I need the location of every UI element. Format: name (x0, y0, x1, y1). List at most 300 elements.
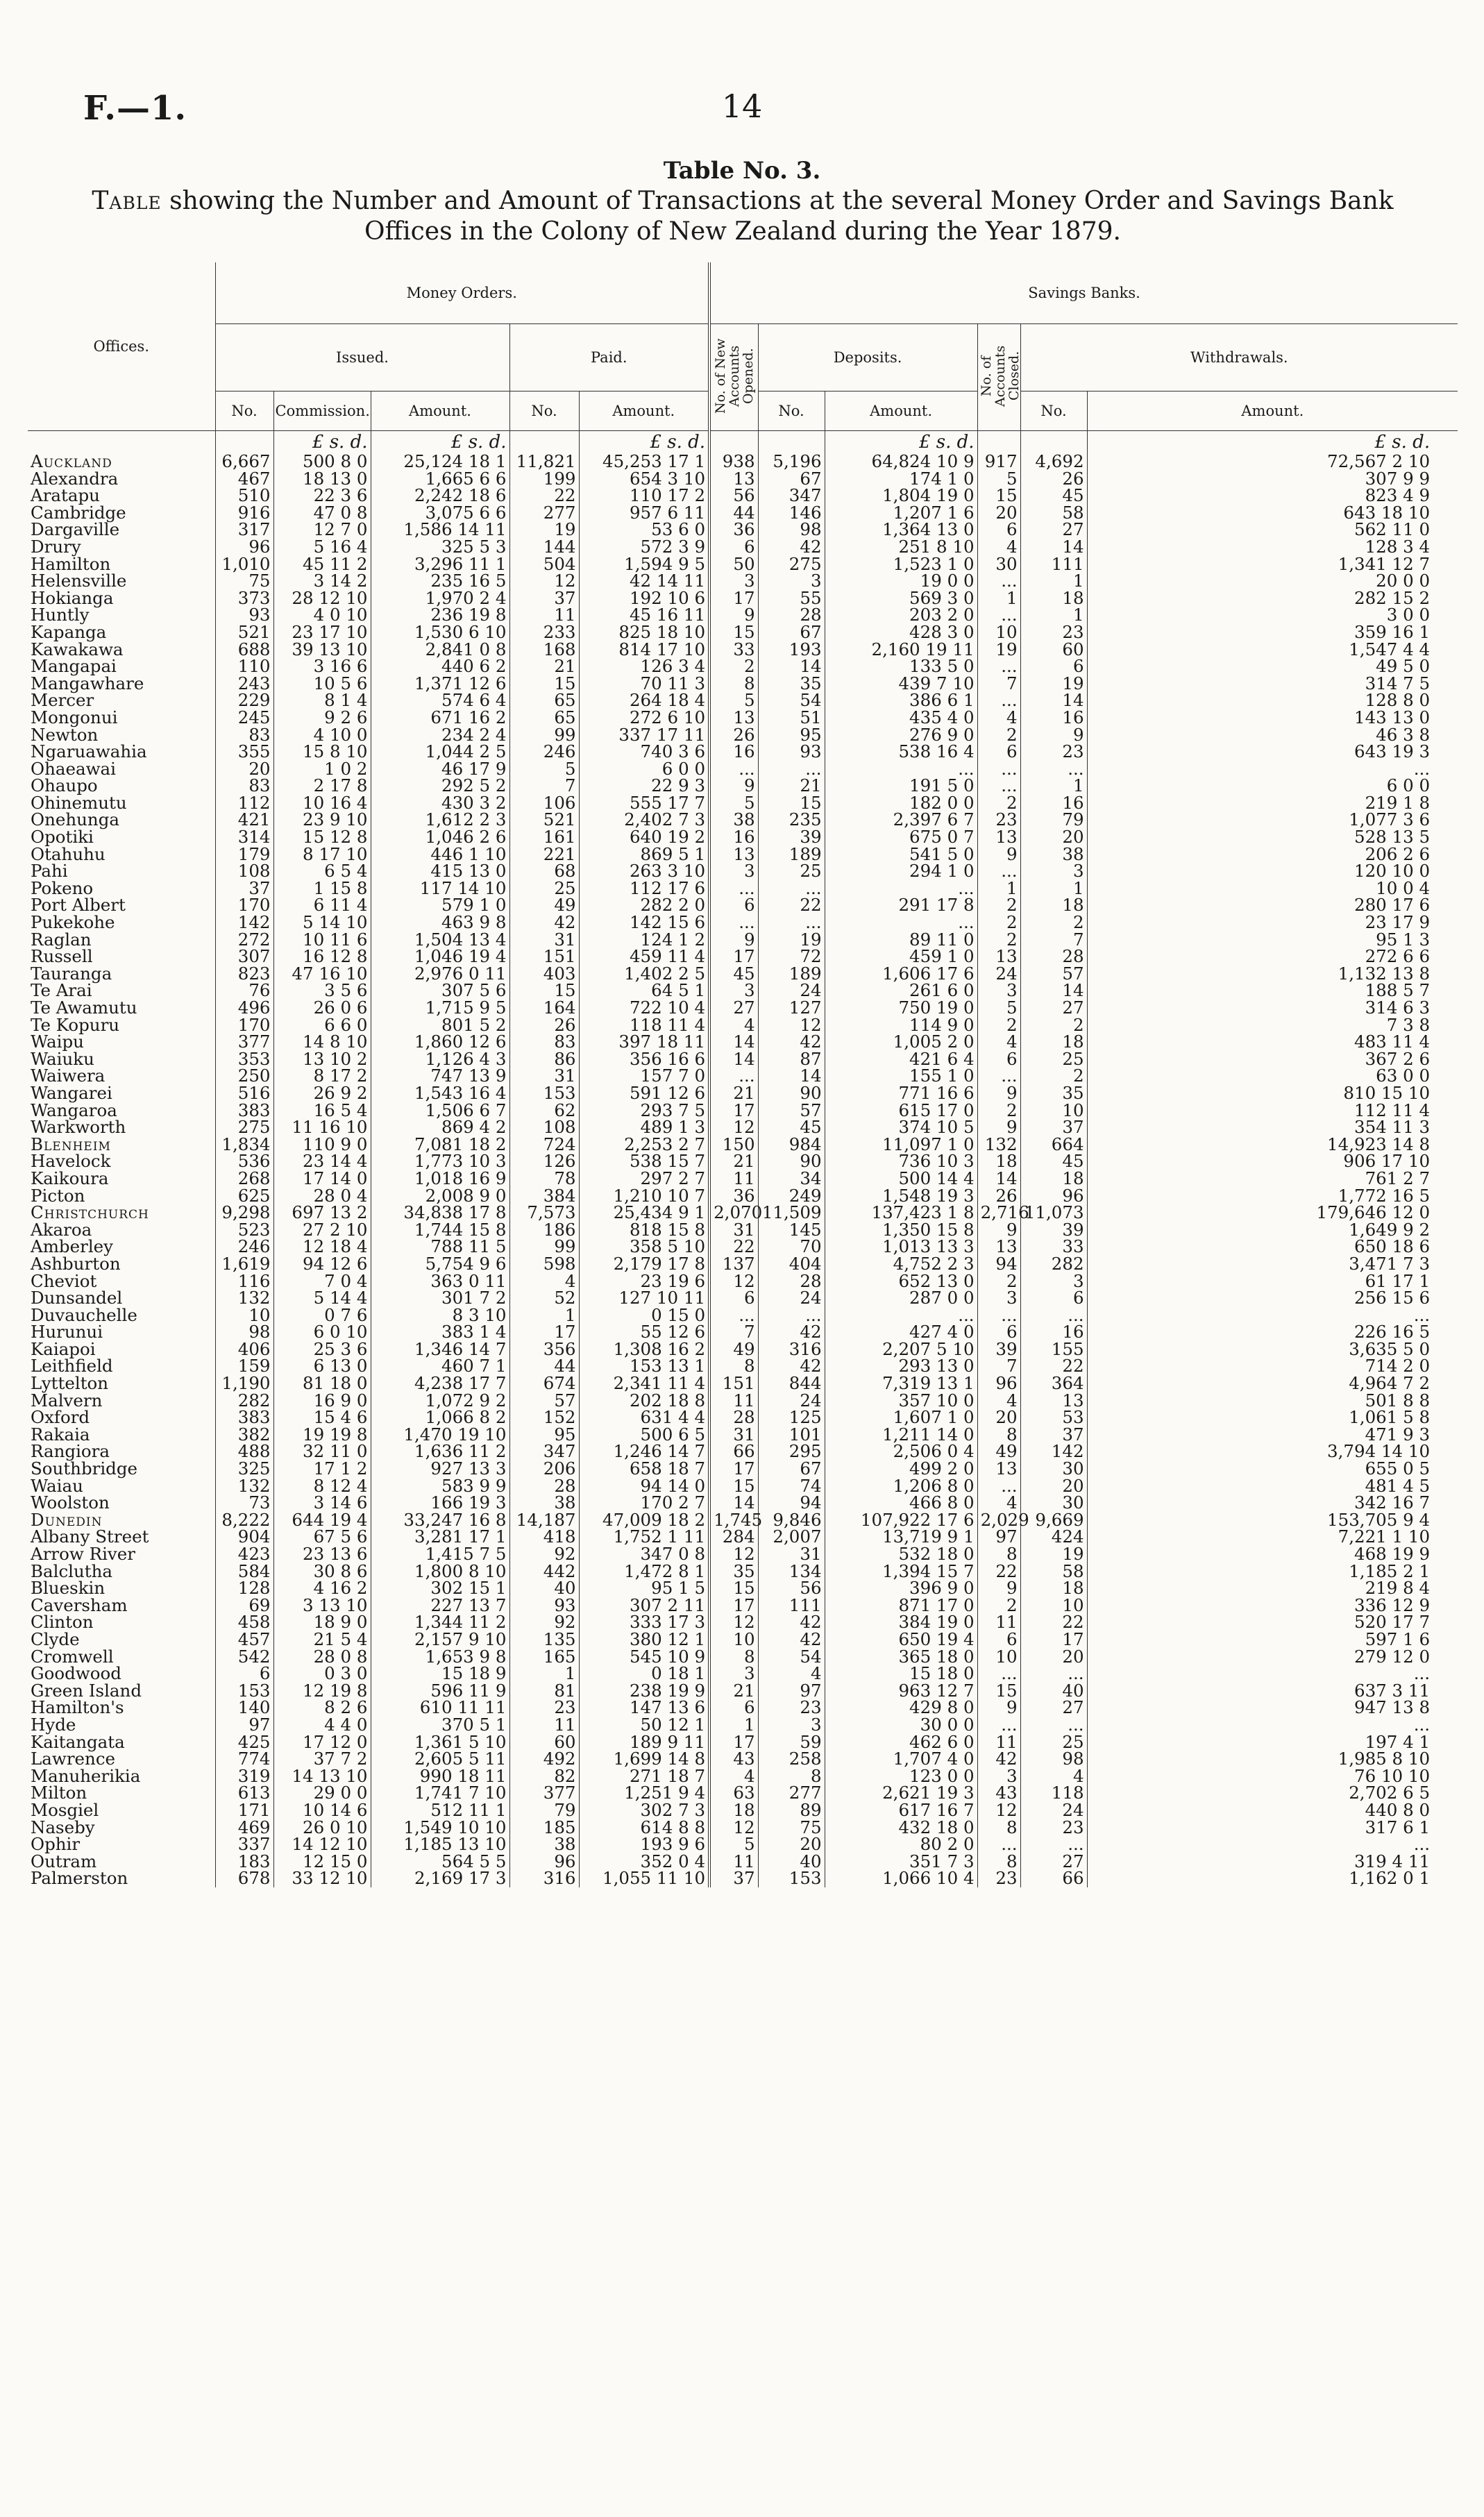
withdrawals-amount: 128 3 4 (1365, 536, 1431, 557)
issued-no: 37 (215, 880, 273, 898)
paid-amount: 1,246 14 7 (579, 1443, 709, 1460)
new-accounts: 33 (709, 641, 758, 659)
issued-amount: 1,072 9 2 (371, 1392, 509, 1410)
deposits-no: 111 (758, 1597, 825, 1615)
issued-amount: 1,046 2 6 (371, 829, 509, 846)
withdrawals-no: 19 (1020, 675, 1087, 693)
office-name: Rangiora (28, 1443, 215, 1460)
withdrawals-amount: 317 6 1 (1365, 1817, 1431, 1837)
accounts-closed: 30 (977, 556, 1020, 573)
withdrawals-no: 9 (1020, 727, 1087, 744)
new-accounts: 151 (709, 1375, 758, 1392)
withdrawals-amount: 3 0 0 (1386, 605, 1431, 625)
accounts-closed: 4 (977, 1034, 1020, 1051)
withdrawals-amount: 1,772 16 5 (1338, 1185, 1431, 1206)
issued-commission: 16 5 4 (273, 1102, 371, 1120)
withdrawals-no: 22 (1020, 1614, 1087, 1631)
deposits-amount: 365 18 0 (825, 1649, 977, 1666)
paid-amount: 297 2 7 (579, 1170, 709, 1188)
office-name: Kapanga (28, 624, 215, 641)
paid-no: 504 (509, 556, 579, 573)
deposits-amount: 2,397 6 7 (825, 811, 977, 829)
office-name: Te Arai (28, 982, 215, 1000)
col-withdrawals: Withdrawals. (1020, 324, 1458, 392)
paid-amount: 263 3 10 (579, 863, 709, 880)
paid-amount: 0 18 1 (579, 1665, 709, 1683)
withdrawals-no: 16 (1020, 1324, 1087, 1341)
paid-amount: 489 1 3 (579, 1119, 709, 1136)
issued-amount: 1,612 2 3 (371, 811, 509, 829)
paid-no: 31 (509, 1068, 579, 1085)
withdrawals-amount: 95 1 3 (1376, 929, 1431, 950)
accounts-closed: 2 (977, 914, 1020, 932)
issued-amount: 1,504 13 4 (371, 932, 509, 949)
accounts-closed: 13 (977, 1238, 1020, 1256)
deposits-amount: 1,005 2 0 (825, 1034, 977, 1051)
units-issued-amount: £ s. d. (371, 431, 509, 454)
paid-no: 153 (509, 1085, 579, 1102)
withdrawals-amount: 1,649 9 2 (1349, 1219, 1431, 1240)
withdrawals-no: 79 (1020, 811, 1087, 829)
issued-amount: 7,081 18 2 (371, 1136, 509, 1154)
withdrawals-no: 45 (1020, 487, 1087, 505)
issued-commission: 6 11 4 (273, 897, 371, 914)
withdrawals-amount: 7 3 8 (1386, 1014, 1431, 1035)
accounts-closed: 2 (977, 897, 1020, 914)
new-accounts: 1 (709, 1717, 758, 1734)
issued-amount: 301 7 2 (371, 1290, 509, 1307)
deposits-no: 4 (758, 1665, 825, 1683)
accounts-closed: 9 (977, 1085, 1020, 1102)
office-name: Kaitangata (28, 1734, 215, 1751)
deposits-no: 95 (758, 727, 825, 744)
withdrawals-amount: 49 5 0 (1376, 656, 1431, 677)
deposits-no: 277 (758, 1785, 825, 1802)
paid-amount: 6 0 0 (579, 761, 709, 778)
issued-amount: 512 11 1 (371, 1802, 509, 1819)
issued-amount: 307 5 6 (371, 982, 509, 1000)
new-accounts: 6 (709, 1290, 758, 1307)
table-row (28, 1085, 1458, 1102)
issued-no: 536 (215, 1153, 273, 1170)
new-accounts: 15 (709, 1580, 758, 1597)
deposits-amount: 384 19 0 (825, 1614, 977, 1631)
paid-amount: 1,308 16 2 (579, 1341, 709, 1358)
new-accounts: 5 (709, 692, 758, 709)
issued-commission: 4 0 10 (273, 607, 371, 624)
issued-amount: 2,008 9 0 (371, 1188, 509, 1205)
issued-no: 1,619 (215, 1256, 273, 1273)
accounts-closed: 22 (977, 1563, 1020, 1581)
issued-commission: 1 15 8 (273, 880, 371, 898)
withdrawals-no: 22 (1020, 1358, 1087, 1375)
withdrawals-no: 19 (1020, 1546, 1087, 1563)
accounts-closed: 8 (977, 1546, 1020, 1563)
paid-amount: 957 6 11 (579, 505, 709, 522)
withdrawals-no: 1 (1020, 880, 1087, 898)
paid-amount: 42 14 11 (579, 573, 709, 590)
accounts-closed: 2 (977, 795, 1020, 812)
issued-no: 229 (215, 692, 273, 709)
issued-amount: 2,841 0 8 (371, 641, 509, 659)
table-row (28, 1307, 1458, 1324)
withdrawals-no: 1 (1020, 573, 1087, 590)
paid-amount: 45,253 17 1 (579, 453, 709, 471)
withdrawals-amount: 1,132 13 8 (1338, 963, 1431, 984)
issued-amount: 1,970 2 4 (371, 590, 509, 607)
issued-no: 93 (215, 607, 273, 624)
accounts-closed: 4 (977, 1392, 1020, 1410)
paid-no: 49 (509, 897, 579, 914)
new-accounts: 2,070 (709, 1204, 758, 1222)
new-accounts: 35 (709, 1563, 758, 1581)
deposits-no: 42 (758, 1034, 825, 1051)
issued-commission: 94 12 6 (273, 1256, 371, 1273)
new-accounts: 17 (709, 590, 758, 607)
withdrawals-amount: 597 1 6 (1365, 1628, 1431, 1649)
paid-no: 17 (509, 1324, 579, 1341)
paid-no: 44 (509, 1358, 579, 1375)
issued-no: 421 (215, 811, 273, 829)
issued-amount: 2,169 17 3 (371, 1870, 509, 1887)
deposits-no: 54 (758, 1649, 825, 1666)
deposits-no: 59 (758, 1734, 825, 1751)
paid-amount: 869 5 1 (579, 846, 709, 864)
deposits-no: 24 (758, 982, 825, 1000)
withdrawals-amount: 197 4 1 (1365, 1731, 1431, 1752)
issued-amount: 788 11 5 (371, 1238, 509, 1256)
paid-no: 57 (509, 1392, 579, 1410)
accounts-closed: ... (977, 607, 1020, 624)
withdrawals-amount: 367 2 6 (1365, 1048, 1431, 1069)
paid-no: 316 (509, 1870, 579, 1887)
issued-amount: 15 18 9 (371, 1665, 509, 1683)
new-accounts: 11 (709, 1853, 758, 1871)
deposits-no: 67 (758, 624, 825, 641)
accounts-closed: 1 (977, 880, 1020, 898)
office-name: Clyde (28, 1631, 215, 1649)
issued-no: 1,190 (215, 1375, 273, 1392)
office-name: Waipu (28, 1034, 215, 1051)
withdrawals-no: 37 (1020, 1119, 1087, 1136)
withdrawals-no: 39 (1020, 1222, 1087, 1239)
issued-amount: 302 15 1 (371, 1580, 509, 1597)
table-row (28, 761, 1458, 778)
withdrawals-no: 60 (1020, 641, 1087, 659)
deposits-amount: 203 2 0 (825, 607, 977, 624)
caption-line-2: Offices in the Colony of New Zealand during the Year 1879. (364, 217, 1121, 246)
office-name: Mercer (28, 692, 215, 709)
paid-no: 384 (509, 1188, 579, 1205)
issued-no: 458 (215, 1614, 273, 1631)
issued-amount: 1,344 11 2 (371, 1614, 509, 1631)
deposits-no: 70 (758, 1238, 825, 1256)
issued-commission: 10 16 4 (273, 795, 371, 812)
accounts-closed: 9 (977, 1580, 1020, 1597)
office-name: Oxford (28, 1409, 215, 1426)
paid-amount: 631 4 4 (579, 1409, 709, 1426)
withdrawals-amount: 1,185 2 1 (1349, 1560, 1431, 1581)
deposits-no: 984 (758, 1136, 825, 1154)
table-row (28, 1256, 1458, 1273)
paid-no: 68 (509, 863, 579, 880)
issued-commission: 12 15 0 (273, 1853, 371, 1871)
paid-no: 78 (509, 1170, 579, 1188)
table-row (28, 1717, 1458, 1734)
paid-amount: 614 8 8 (579, 1819, 709, 1837)
accounts-closed: 39 (977, 1341, 1020, 1358)
withdrawals-amount: 128 8 0 (1365, 690, 1431, 711)
withdrawals-amount: 823 4 9 (1365, 485, 1431, 506)
issued-commission: 23 14 4 (273, 1153, 371, 1170)
withdrawals-amount: 282 15 2 (1354, 587, 1431, 608)
deposits-no: 24 (758, 1290, 825, 1307)
paid-no: 233 (509, 624, 579, 641)
issued-commission: 28 0 8 (273, 1649, 371, 1666)
withdrawals-amount: 319 4 11 (1354, 1851, 1431, 1871)
issued-commission: 17 14 0 (273, 1170, 371, 1188)
deposits-no: 249 (758, 1188, 825, 1205)
paid-no: 37 (509, 590, 579, 607)
new-accounts: 17 (709, 1734, 758, 1751)
issued-commission: 17 12 0 (273, 1734, 371, 1751)
table-row (28, 1699, 1458, 1717)
issued-commission: 0 7 6 (273, 1307, 371, 1324)
new-accounts: 10 (709, 1631, 758, 1649)
withdrawals-no: 20 (1020, 829, 1087, 846)
accounts-closed: ... (977, 1068, 1020, 1085)
deposits-amount: 652 13 0 (825, 1273, 977, 1290)
withdrawals-amount: ... (1413, 1834, 1431, 1855)
new-accounts: ... (709, 761, 758, 778)
deposits-no: 98 (758, 521, 825, 539)
office-name: Blenheim (28, 1136, 215, 1154)
withdrawals-no: 33 (1020, 1238, 1087, 1256)
new-accounts: 3 (709, 863, 758, 880)
deposits-no: 42 (758, 1614, 825, 1631)
paid-amount: 142 15 6 (579, 914, 709, 932)
new-accounts: 18 (709, 1802, 758, 1819)
withdrawals-amount: 226 16 5 (1354, 1322, 1431, 1342)
issued-commission: 18 13 0 (273, 471, 371, 488)
units-withdrawals-amount: £ s. d. (1374, 431, 1431, 453)
deposits-amount: 435 4 0 (825, 709, 977, 727)
issued-commission: 28 0 4 (273, 1188, 371, 1205)
withdrawals-no: 664 (1020, 1136, 1087, 1154)
new-accounts: 150 (709, 1136, 758, 1154)
accounts-closed: 24 (977, 966, 1020, 983)
withdrawals-amount: 314 7 5 (1365, 673, 1431, 693)
new-accounts: 6 (709, 897, 758, 914)
issued-commission: 3 14 6 (273, 1495, 371, 1512)
deposits-amount: 1,804 19 0 (825, 487, 977, 505)
issued-commission: 23 17 10 (273, 624, 371, 641)
deposits-no: 87 (758, 1051, 825, 1068)
withdrawals-amount: 46 3 8 (1376, 724, 1431, 745)
paid-no: 25 (509, 880, 579, 898)
accounts-closed: 26 (977, 1188, 1020, 1205)
office-name: Ngaruawahia (28, 743, 215, 761)
issued-no: 275 (215, 1119, 273, 1136)
new-accounts: 12 (709, 1614, 758, 1631)
deposits-amount: 541 5 0 (825, 846, 977, 864)
issued-no: 6 (215, 1665, 273, 1683)
new-accounts: 3 (709, 573, 758, 590)
issued-commission: 3 14 2 (273, 573, 371, 590)
new-accounts: 43 (709, 1751, 758, 1768)
paid-amount: 272 6 10 (579, 709, 709, 727)
accounts-closed: 10 (977, 624, 1020, 641)
issued-no: 9,298 (215, 1204, 273, 1222)
issued-amount: 430 3 2 (371, 795, 509, 812)
accounts-closed: 9 (977, 1222, 1020, 1239)
deposits-amount: 2,207 5 10 (825, 1341, 977, 1358)
office-name: Aratapu (28, 487, 215, 505)
new-accounts: 8 (709, 1358, 758, 1375)
deposits-no: 56 (758, 1580, 825, 1597)
issued-amount: 1,860 12 6 (371, 1034, 509, 1051)
issued-amount: 1,530 6 10 (371, 624, 509, 641)
paid-amount: 500 6 5 (579, 1426, 709, 1444)
table-caption (49, 186, 1437, 247)
paid-amount: 170 2 7 (579, 1495, 709, 1512)
units-paid-amount: £ s. d. (579, 431, 709, 454)
accounts-closed: 43 (977, 1785, 1020, 1802)
issued-amount: 1,346 14 7 (371, 1341, 509, 1358)
paid-no: 724 (509, 1136, 579, 1154)
issued-amount: 46 17 9 (371, 761, 509, 778)
issued-amount: 34,838 17 8 (371, 1204, 509, 1222)
withdrawals-no: 2 (1020, 1017, 1087, 1034)
issued-commission: 4 16 2 (273, 1580, 371, 1597)
deposits-amount: 615 17 0 (825, 1102, 977, 1120)
deposits-amount: 1,364 13 0 (825, 521, 977, 539)
issued-amount: 1,744 15 8 (371, 1222, 509, 1239)
issued-amount: 1,665 6 6 (371, 471, 509, 488)
paid-no: 99 (509, 727, 579, 744)
withdrawals-no: 18 (1020, 1580, 1087, 1597)
accounts-closed: 2 (977, 1102, 1020, 1120)
issued-amount: 1,773 10 3 (371, 1153, 509, 1170)
deposits-amount: 429 8 0 (825, 1699, 977, 1717)
issued-no: 73 (215, 1495, 273, 1512)
deposits-amount: 64,824 10 9 (825, 453, 977, 471)
new-accounts: 8 (709, 1649, 758, 1666)
deposits-no: 404 (758, 1256, 825, 1273)
deposits-no: 275 (758, 556, 825, 573)
col-offices: Offices. (28, 262, 215, 431)
deposits-amount: 374 10 5 (825, 1119, 977, 1136)
deposits-no: 55 (758, 590, 825, 607)
paid-amount: 22 9 3 (579, 777, 709, 795)
deposits-amount: 532 18 0 (825, 1546, 977, 1563)
withdrawals-no: 424 (1020, 1529, 1087, 1546)
paid-amount: 293 7 5 (579, 1102, 709, 1120)
deposits-no: ... (758, 761, 825, 778)
issued-amount: 2,976 0 11 (371, 966, 509, 983)
withdrawals-no: 58 (1020, 505, 1087, 522)
new-accounts: 49 (709, 1341, 758, 1358)
deposits-amount: 499 2 0 (825, 1460, 977, 1478)
withdrawals-amount: 3,471 7 3 (1349, 1253, 1431, 1274)
issued-amount: 1,415 7 5 (371, 1546, 509, 1563)
withdrawals-no: 58 (1020, 1563, 1087, 1581)
accounts-closed: 20 (977, 1409, 1020, 1426)
issued-no: 170 (215, 1017, 273, 1034)
issued-commission: 12 19 8 (273, 1683, 371, 1700)
issued-no: 516 (215, 1085, 273, 1102)
issued-commission: 39 13 10 (273, 641, 371, 659)
issued-amount: 1,506 6 7 (371, 1102, 509, 1120)
accounts-closed: 96 (977, 1375, 1020, 1392)
deposits-no: ... (758, 880, 825, 898)
issued-commission: 5 14 10 (273, 914, 371, 932)
issued-no: 823 (215, 966, 273, 983)
paid-no: 86 (509, 1051, 579, 1068)
paid-no: 7,573 (509, 1204, 579, 1222)
office-name: Mangapai (28, 658, 215, 675)
accounts-closed: 3 (977, 982, 1020, 1000)
new-accounts: 36 (709, 1188, 758, 1205)
deposits-no: 40 (758, 1853, 825, 1871)
withdrawals-no: 27 (1020, 1000, 1087, 1017)
deposits-no: 12 (758, 1017, 825, 1034)
new-accounts: 63 (709, 1785, 758, 1802)
accounts-closed: 917 (977, 453, 1020, 471)
accounts-closed: 20 (977, 505, 1020, 522)
withdrawals-amount: 562 11 0 (1354, 519, 1431, 540)
office-name: Arrow River (28, 1546, 215, 1563)
new-accounts: 17 (709, 948, 758, 966)
issued-commission: 25 3 6 (273, 1341, 371, 1358)
deposits-amount: 771 16 6 (825, 1085, 977, 1102)
withdrawals-no: 20 (1020, 1478, 1087, 1495)
new-accounts: 12 (709, 1546, 758, 1563)
paid-amount: 591 12 6 (579, 1085, 709, 1102)
new-accounts: 2 (709, 658, 758, 675)
withdrawals-amount: 63 0 0 (1376, 1066, 1431, 1086)
paid-no: 19 (509, 521, 579, 539)
deposits-amount: 80 2 0 (825, 1836, 977, 1853)
office-name: Clinton (28, 1614, 215, 1631)
withdrawals-no: 1 (1020, 777, 1087, 795)
issued-amount: 1,044 2 5 (371, 743, 509, 761)
withdrawals-no: 45 (1020, 1153, 1087, 1170)
deposits-amount: 500 14 4 (825, 1170, 977, 1188)
paid-amount: 47,009 18 2 (579, 1512, 709, 1529)
withdrawals-amount: 501 8 8 (1365, 1390, 1431, 1411)
issued-commission: 18 9 0 (273, 1614, 371, 1631)
deposits-no: 127 (758, 1000, 825, 1017)
issued-amount: 440 6 2 (371, 658, 509, 675)
withdrawals-no: 6 (1020, 1290, 1087, 1307)
paid-no: 60 (509, 1734, 579, 1751)
new-accounts: ... (709, 1307, 758, 1324)
issued-commission: 8 1 4 (273, 692, 371, 709)
units-row (28, 431, 1458, 454)
paid-amount: 333 17 3 (579, 1614, 709, 1631)
withdrawals-amount: 219 8 4 (1365, 1578, 1431, 1599)
issued-amount: 1,653 9 8 (371, 1649, 509, 1666)
paid-no: 79 (509, 1802, 579, 1819)
issued-no: 171 (215, 1802, 273, 1819)
accounts-closed: 6 (977, 743, 1020, 761)
paid-amount: 1,251 9 4 (579, 1785, 709, 1802)
deposits-amount: 2,506 0 4 (825, 1443, 977, 1460)
deposits-no: 145 (758, 1222, 825, 1239)
withdrawals-amount: 2,702 6 5 (1349, 1783, 1431, 1803)
paid-amount: 147 13 6 (579, 1699, 709, 1717)
